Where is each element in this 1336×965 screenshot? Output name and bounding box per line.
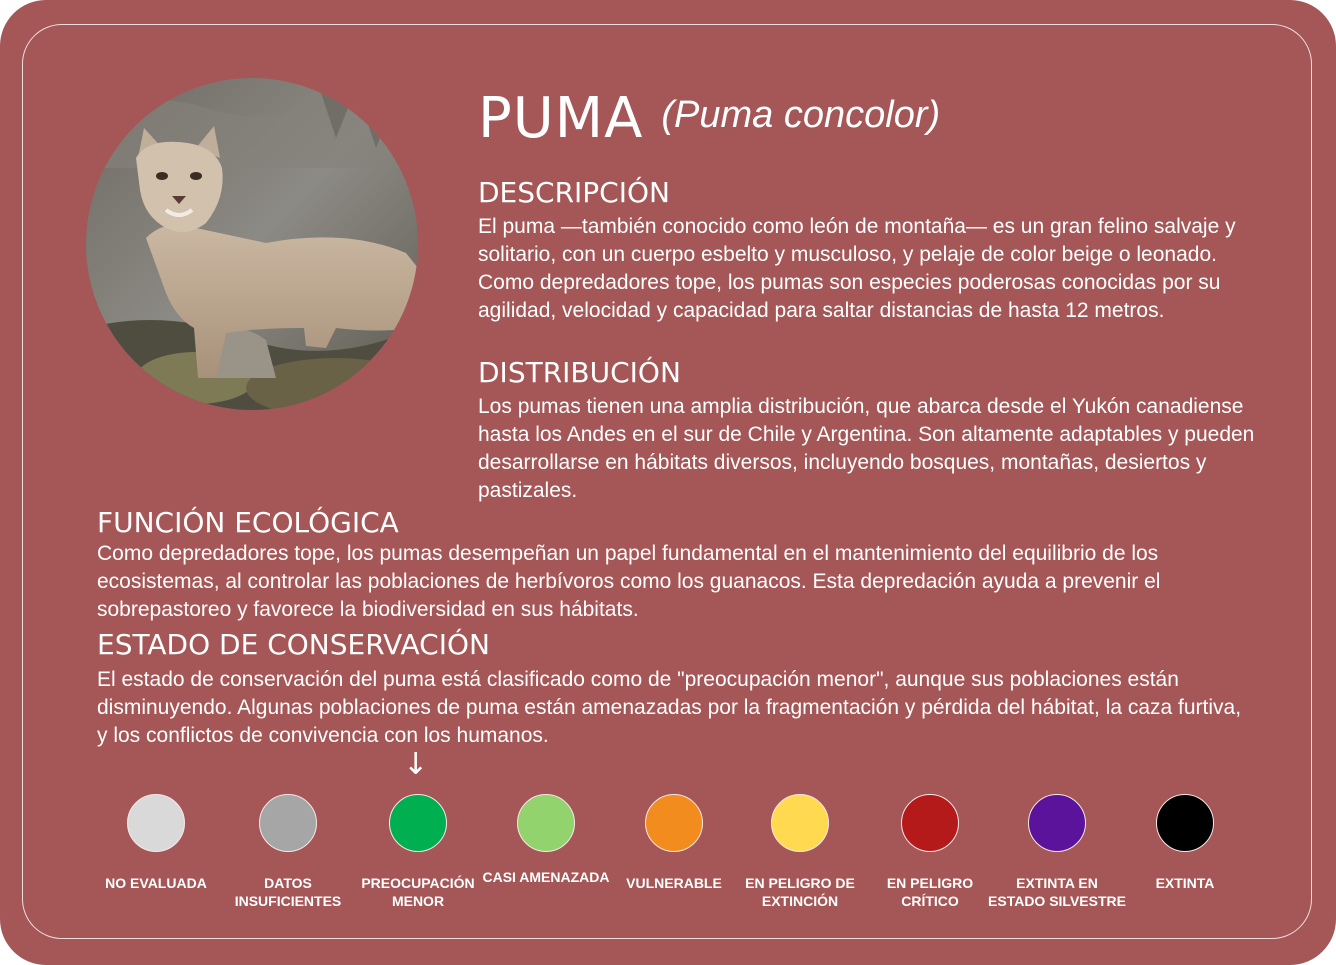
status-least-concern (353, 790, 483, 910)
status-label: PREOCUPACIÓN MENOR (361, 875, 475, 909)
conservation-status-scale (90, 790, 1250, 920)
status-data-deficient (223, 790, 353, 910)
status-dot (645, 794, 703, 852)
status-label: DATOS INSUFICIENTES (234, 875, 342, 909)
puma-photo (86, 78, 418, 410)
status-dot (771, 794, 829, 852)
status-dot (259, 794, 317, 852)
status-dot (517, 794, 575, 852)
conservation-text: El estado de conservación del puma está clasificado como de "preocupación menor", aunque sus poblaciones están disminuyendo. Algunas poblaciones de puma están amenazadas por la fragmentación y pérdida del hábitat, la caza furtiva, y los conflictos de convivencia con los humanos. (97, 668, 1242, 747)
species-name: PUMA (478, 86, 644, 151)
distribution-text: Los pumas tienen una amplia distribución, que abarca desde el Yukón canadiense hasta los Andes en el sur de Chile y Argentina. Son altamente adaptables y pueden desarrollarse en hábitats diversos, incluyendo bosques, montañas, desiertos y pastizales. (478, 395, 1255, 502)
status-dot (901, 794, 959, 852)
description-heading: DESCRIPCIÓN (478, 176, 670, 209)
status-extinct (1120, 790, 1250, 892)
ecological-role-heading: FUNCIÓN ECOLÓGICA (97, 506, 399, 539)
distribution-heading: DISTRIBUCIÓN (478, 356, 681, 389)
status-label: EN PELIGRO CRÍTICO (886, 875, 974, 909)
status-extinct-in-wild (987, 790, 1127, 910)
status-dot (1156, 794, 1214, 852)
status-label: EXTINTA EN ESTADO SILVESTRE (988, 875, 1126, 909)
status-label: EXTINTA (1155, 875, 1215, 891)
status-dot (127, 794, 185, 852)
arrow-down-icon: ↓ (403, 747, 429, 782)
status-vulnerable (609, 790, 739, 892)
species-title (478, 86, 940, 151)
status-label: EN PELIGRO DE EXTINCIÓN (745, 875, 855, 909)
status-not-evaluated (91, 790, 221, 892)
status-label: VULNERABLE (626, 875, 722, 891)
status-near-threatened (481, 790, 611, 886)
status-label: CASI AMENAZADA (482, 869, 610, 885)
description-text: El puma —también conocido como león de montaña— es un gran felino salvaje y solitario, con un cuerpo esbelto y musculoso, y pelaje de color beige o leonado. Como depredadores tope, los pumas son especies poderosas conocidas por su agilidad, velocidad y capacidad para saltar distancias de hasta 12 metros. (478, 215, 1236, 322)
conservation-heading: ESTADO DE CONSERVACIÓN (97, 628, 490, 661)
status-critically-endangered (865, 790, 995, 910)
ecological-role-text: Como depredadores tope, los pumas desempeñan un papel fundamental en el mantenimiento del equilibrio de los ecosistemas, al controlar las poblaciones de herbívoros como los guanacos. Esta depredación ayuda a prevenir el sobrepastoreo y favorece la biodiversidad en sus hábitats. (97, 542, 1161, 621)
status-dot (1028, 794, 1086, 852)
scientific-name: (Puma concolor) (661, 94, 941, 136)
status-dot (389, 794, 447, 852)
puma-illustration (86, 78, 418, 410)
status-endangered (735, 790, 865, 910)
status-label: NO EVALUADA (105, 875, 207, 891)
